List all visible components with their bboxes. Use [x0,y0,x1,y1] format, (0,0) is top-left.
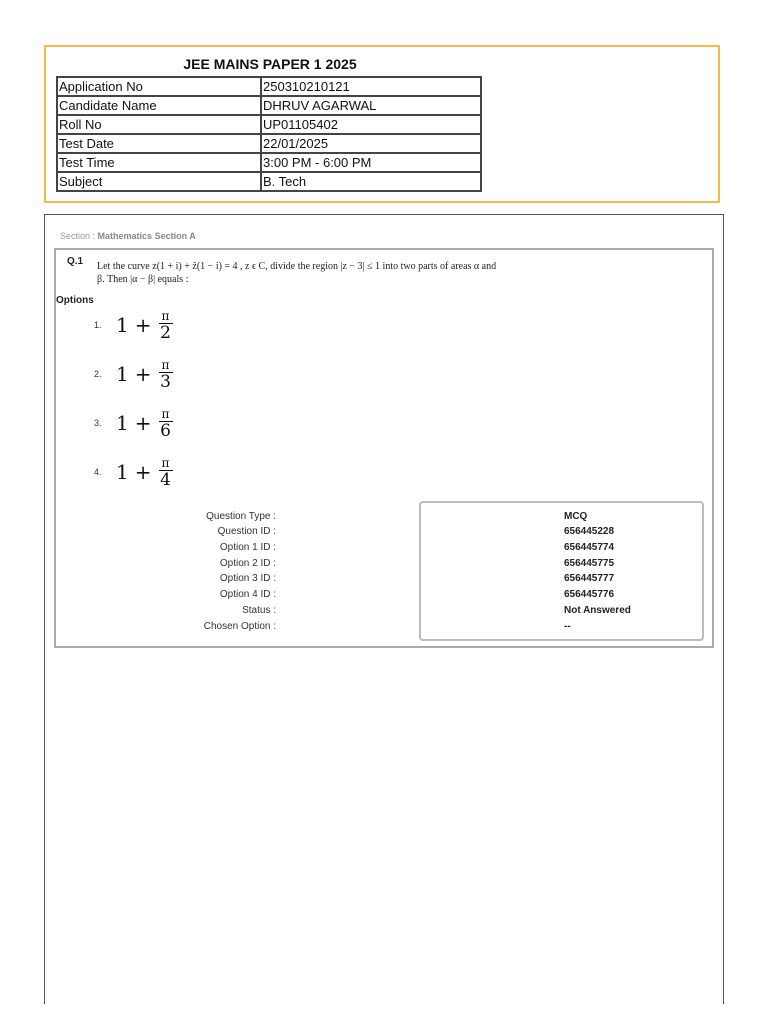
fraction-denominator: 3 [160,372,171,392]
option-number: 2. [94,369,102,379]
candidate-info-table [56,76,482,192]
option-number: 3. [94,418,102,428]
table-row [57,96,481,115]
math-fraction [159,310,173,342]
section-prefix: Section : [60,231,96,241]
question-meta-box [419,501,704,641]
table-row [57,115,481,134]
candidate-name-label: Candidate Name [57,96,261,115]
candidate-name-value: DHRUV AGARWAL [261,96,481,115]
meta-label: Option 3 ID : [219,573,276,584]
meta-label: Chosen Option : [203,621,276,632]
meta-label: Question ID : [217,526,276,537]
test-date-label: Test Date [57,134,261,153]
option-number: 4. [94,467,102,477]
meta-value: 656445777 [564,573,615,584]
option-expression [116,305,173,345]
question-number: Q.1 [67,256,84,267]
table-row [57,77,481,96]
math-plus: + [134,411,152,435]
option-expression [116,354,173,394]
math-fraction [159,457,173,489]
fraction-numerator: π [161,309,170,323]
meta-value: Not Answered [564,605,631,616]
option-number: 1. [94,320,102,330]
roll-no-value: UP01105402 [261,115,481,134]
fraction-denominator: 4 [160,470,171,490]
options-label: Options [56,295,94,306]
meta-value: MCQ [564,511,588,522]
question-line-1: Let the curve z(1 + i) + z̄(1 − i) = 4 , z ϵ C, divide the region |z − 3| ≤ 1 into two parts of areas α and [97,261,497,272]
math-plus: + [134,460,152,484]
meta-value: 656445774 [564,542,615,553]
section-name: Mathematics Section A [97,231,196,241]
meta-value: -- [564,621,571,632]
option-expression [116,452,173,492]
question-line-2: β. Then |α − β| equals : [97,274,189,285]
math-one: 1 [116,460,129,484]
application-no-label: Application No [57,77,261,96]
question-text [97,260,537,286]
table-row [57,134,481,153]
roll-no-label: Roll No [57,115,261,134]
table-row [57,172,481,191]
meta-value: 656445776 [564,589,615,600]
math-fraction [159,408,173,440]
fraction-numerator: π [161,456,170,470]
meta-label: Status : [242,605,276,616]
meta-value: 656445775 [564,558,615,569]
math-fraction [159,359,173,391]
math-plus: + [134,362,152,386]
meta-label: Option 2 ID : [219,558,276,569]
fraction-denominator: 6 [160,421,171,441]
math-plus: + [134,313,152,337]
table-row [57,153,481,172]
math-one: 1 [116,313,129,337]
fraction-numerator: π [161,358,170,372]
test-time-value: 3:00 PM - 6:00 PM [261,153,481,172]
meta-label: Option 4 ID : [219,589,276,600]
test-time-label: Test Time [57,153,261,172]
meta-label: Option 1 ID : [219,542,276,553]
subject-label: Subject [57,172,261,191]
paper-title: JEE MAINS PAPER 1 2025 [183,56,357,72]
fraction-numerator: π [161,407,170,421]
application-no-value: 250310210121 [261,77,481,96]
subject-value: B. Tech [261,172,481,191]
section-label [60,231,196,241]
math-one: 1 [116,411,129,435]
meta-label: Question Type : [206,511,276,522]
option-expression [116,403,173,443]
math-one: 1 [116,362,129,386]
meta-value: 656445228 [564,526,615,537]
fraction-denominator: 2 [160,323,171,343]
test-date-value: 22/01/2025 [261,134,481,153]
